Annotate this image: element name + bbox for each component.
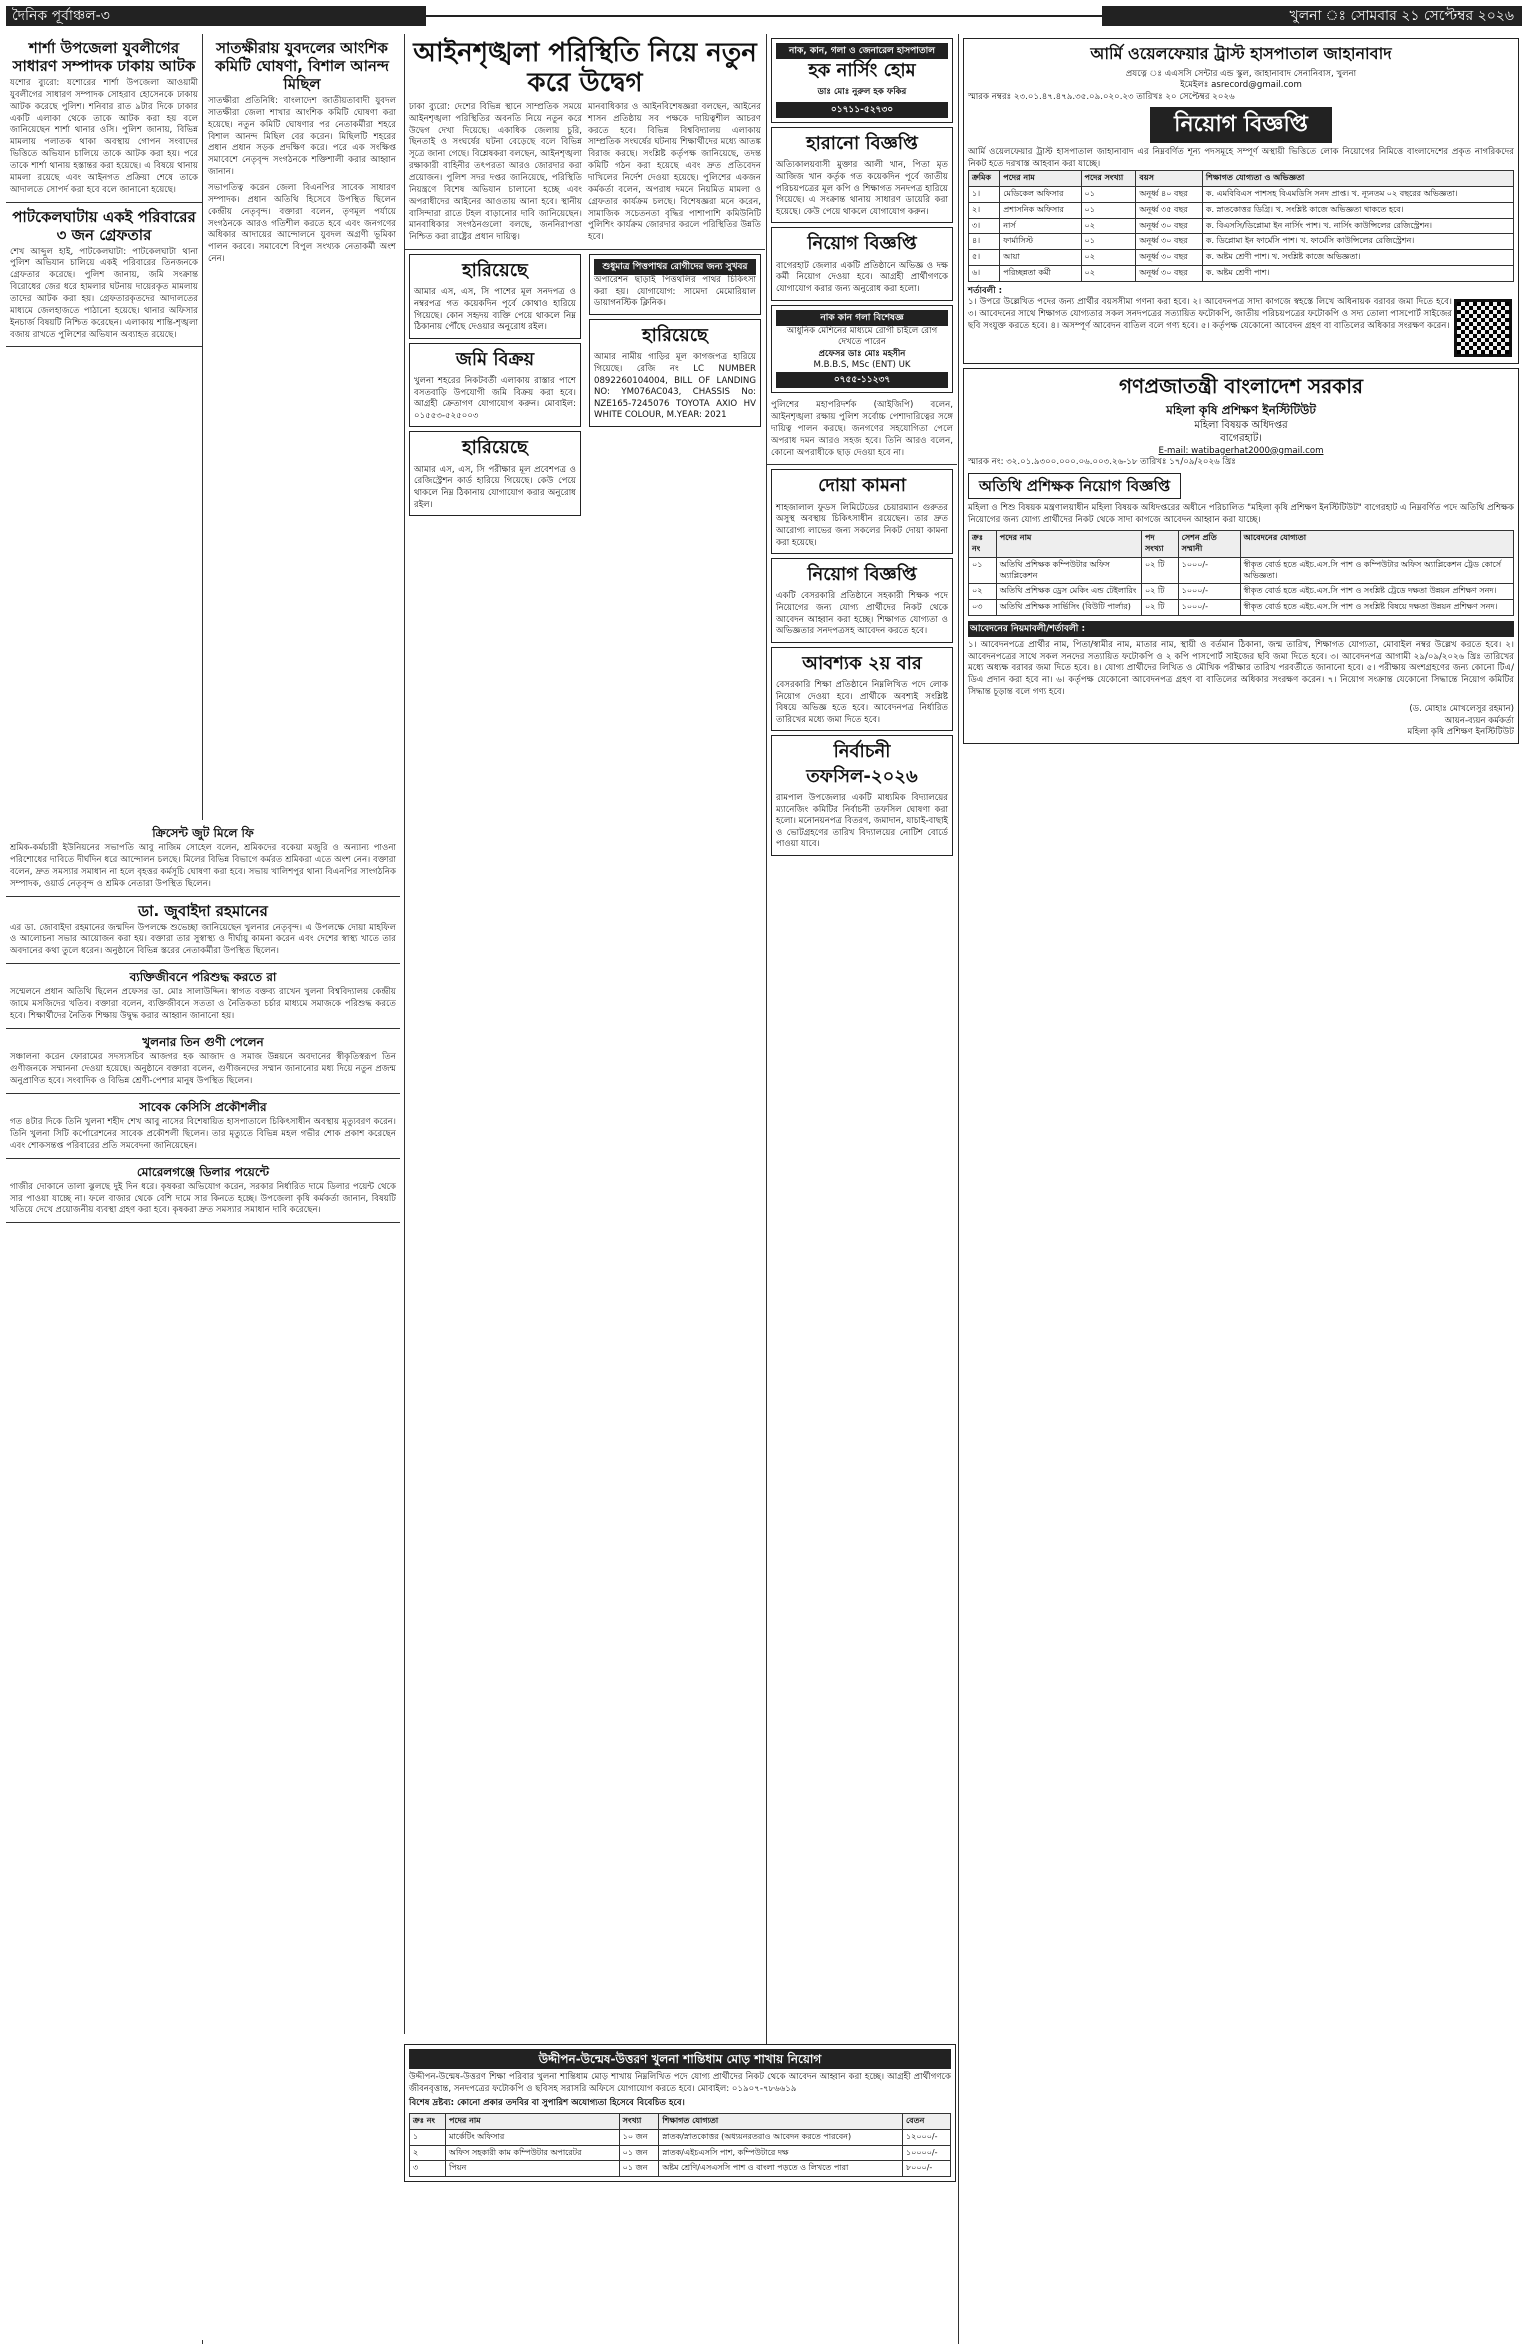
article-zubaida [6,897,400,965]
cell: ০৩ [969,600,997,616]
table-row [969,557,1514,584]
cell: ১০০০/- [1178,557,1240,584]
cell: অনূর্ধ্ব ৩০ বছর [1136,266,1202,282]
cell: স্নাতক/স্নাতকোত্তর (অধ্যয়নরতরাও আবেদন করতে পারবেন) [659,2129,903,2145]
notice-subtitle: প্রযত্নে ঃ এএসসি সেন্টার এন্ড স্কুল, জাহানাবাদ সেনানিবাস, খুলনা [1125,68,1357,79]
ad-body: আমার এস, এস, সি পাশের মূল সনদপত্র ও নম্বরপত্র গত কয়েকদিন পূর্বে কোথাও হারিয়ে গিয়েছে। কোন সহৃদয় ব্যক্তি পেয়ে থাকলে নিম্ন ঠিকানায় পৌঁছে দেওয়ার অনুরোধ রইল। [414,287,576,333]
ad-harano [771,127,953,223]
table-header: ক্রঃ নং [969,531,997,558]
signature-block [968,704,1514,739]
cell: ০২ [1081,218,1136,234]
cell: ফার্মাসিস্ট [1000,234,1081,250]
article-body: পুলিশের মহাপরিদর্শক (আইজিপি) বলেন, আইনশৃঙ্খলা রক্ষায় পুলিশ সর্বোচ্চ পেশাদারিত্বের সঙ্গে দায়িত্ব পালন করছে। জনগণের সহযোগিতা পেলে অপরাধ দমন আরও সহজ হবে। তিনি আরও বলেন, কোনো অপরাধীকে ছাড় দেওয়া হবে না। [771,400,953,458]
ad-title: হারিয়েছে [462,260,528,282]
ad-body: আমার এস, এস, সি পরীক্ষার মূল প্রবেশপত্র ও রেজিস্ট্রেশন কার্ড হারিয়ে গিয়েছে। কেউ পেয়ে থাকলে নিম্ন ঠিকানায় যোগাযোগ করার অনুরোধ রইল। [414,464,576,510]
vacancy-table [968,170,1514,282]
article-body: গত ৪টার দিকে তিনি খুলনা শহীদ শেখ আবু নাসের বিশেষায়িত হাসপাতালে চিকিৎসাধীন অবস্থায় মৃত্যুবরণ করেন। তিনি খুলনা সিটি কর্পোরেশনের সাবেক প্রকৌশলী ছিলেন। তার মৃত্যুতে বিভিন্ন মহল গভীর শোক প্রকাশ করেছেন এবং শোকসন্তপ্ত পরিবারের প্রতি সমবেদনা জানিয়েছেন। [10,1116,396,1151]
article-body-continued: সভাপতিত্ব করেন জেলা বিএনপির সাবেক সাধারণ সম্পাদক। প্রধান অতিথি হিসেবে উপস্থিত ছিলেন কেন্দ্রীয় নেতৃবৃন্দ। বক্তারা বলেন, তৃণমূল পর্যায়ে সংগঠনকে আরও গতিশীল করতে হবে এবং জনগণের অধিকার আদায়ের আন্দোলনে যুবদল অগ্রণী ভূমিকা পালন করবে। সমাবেশে বিপুল সংখ্যক নেতাকর্মী অংশ নেন। [208,183,396,265]
table-row [969,218,1514,234]
notice-intro: আর্মি ওয়েলফেয়ার ট্রাস্ট হাসপাতাল জাহানাবাদ এর নিম্নবর্ণিত শূন্য পদসমূহে সম্পূর্ণ অস্থায়ী ভিত্তিতে লোক নিয়োগের নিমিত্তে বাংলাদেশের প্রকৃত নাগরিকদের নিকট হতে দরখাস্ত আহবান করা যাচ্ছে। [968,147,1514,169]
column-3 [404,34,765,2034]
table-header: পদের নাম [446,2113,620,2129]
ad-title: হারিয়েছে [462,437,528,459]
cell: ৪। [969,234,1000,250]
cell: মার্কেটিং অফিসার [446,2129,620,2145]
cell: নার্স [1000,218,1081,234]
qr-code-icon [1454,299,1512,357]
cell: মেডিকেল অফিসার [1000,187,1081,203]
cell: স্বীকৃত বোর্ড হতে এইচ.এস.সি পাশ ও কম্পিউটার অফিস অ্যাপ্লিকেশন ট্রেড কোর্সে অভিজ্ঞতা। [1240,557,1513,584]
cell: ক. স্নাতকোত্তর ডিগ্রি। খ. সংশ্লিষ্ট কাজে অভিজ্ঞতা থাকতে হবে। [1202,202,1513,218]
table-header: শিক্ষাগত যোগ্যতা ও অভিজ্ঞতা [1202,171,1513,187]
ad-title: নিয়োগ বিজ্ঞপ্তি [807,233,917,255]
cell: ০১ জন [619,2161,659,2177]
ad-hariyeche-3 [589,319,761,427]
ad-title: আবশ্যক ২য় বার [802,652,922,674]
article-title: সাতক্ষীরায় যুবদলের আংশিক কমিটি ঘোষণা, বিশাল আনন্দ মিছিল [215,39,389,93]
cell: ০১ [969,557,997,584]
cell: ১০০০০/- [902,2145,950,2161]
ad-name: হক নার্সিং হোম [808,60,916,82]
article-patkelghata [6,203,202,348]
cell: ক. বিএসসি/ডিপ্লোমা ইন নার্সিং পাশ। খ. নার্সিং কাউন্সিলের রেজিস্ট্রেশন। [1202,218,1513,234]
cell: ক. অষ্টম শ্রেণী পাশ। খ. সংশ্লিষ্ট কাজে অভিজ্ঞতা। [1202,250,1513,266]
cell: ০১ [1081,187,1136,203]
cell: ০২ [1081,266,1136,282]
ad-title: নাক কান গলা বিশেষজ্ঞ [776,310,948,326]
ad-title: নির্বাচনী তফসিল-২০২৬ [806,741,918,787]
article-body: সাতক্ষীরা প্রতিনিধি: বাংলাদেশ জাতীয়তাবাদী যুবদল সাতক্ষীরা জেলা শাখার আংশিক কমিটি ঘোষণা করা হয়েছে। নতুন কমিটি ঘোষণার পর নেতাকর্মীরা শহরে বিশাল আনন্দ মিছিল বের করেন। মিছিলটি শহরের প্রধান প্রধান সড়ক প্রদক্ষিণ করে। পরে এক সংক্ষিপ্ত সমাবেশে নেতৃবৃন্দ সংগঠনকে শক্তিশালী করার আহ্বান জানান। [208,96,396,178]
cell: অনূর্ধ্ব ৩০ বছর [1136,218,1202,234]
table-row [969,187,1514,203]
ad-intro: উদ্দীপন-উন্মেষ-উত্তরণ শিক্ষা পরিবার খুলনা শান্তিধাম মোড় শাখায় নিম্নলিখিত পদে যোগ্য প্রার্থীদের নিকট থেকে আবেদন আহ্বান করা হচ্ছে। আগ্রহী প্রার্থীগণকে জীবনবৃত্তান্ত, সনদপত্রের ফটোকপি ও ছবিসহ সরাসরি অফিসে যোগাযোগ করতে হবে। মোবাইল: ০১৯০৭-৭৮৬৬১৯ [409,2072,951,2094]
cell: অতিথি প্রশিক্ষক সার্ভিসিং (বিউটি পার্লার) [996,600,1141,616]
article-kcc-engineer [6,1094,400,1159]
table-header: সেশন প্রতি সম্মানী [1178,531,1240,558]
signature-role: আয়ন-ব্যয়ন কর্মকর্তা [1444,715,1514,726]
cell: স্বীকৃত বোর্ড হতে এইচ.এস.সি পাশ ও সংশ্লিষ্ট বিষয়ে দক্ষতা উন্নয়ন প্রশিক্ষণ সনদ। [1240,600,1513,616]
ad-nak-kan-gola [771,305,953,394]
lead-article [405,34,765,250]
table-row [969,234,1514,250]
column-5 [958,34,1523,2344]
cell: ১২০০০/- [902,2129,950,2145]
cell: ০১ [1081,234,1136,250]
cell: ৫। [969,250,1000,266]
notice-mohila-krishi [963,368,1519,743]
article-body: যশোর ব্যুরো: যশোরের শার্শা উপজেলা আওয়ামী যুবলীগের সাধারণ সম্পাদক সোহরাব হোসেনকে ঢাকায় আটক করেছে পুলিশ। শনিবার রাত ৯টার দিকে ঢাকার একটি এলাকা থেকে তাকে আটক করা হয় বলে জানিয়েছেন শার্শা থানার ওসি। পুলিশ জানায়, বিভিন্ন মামলায় পলাতক থাকা অবস্থায় গোপন সংবাদের ভিত্তিতে অভিযান চালিয়ে তাকে আটক করা হয়। পরে তাকে শার্শা থানায় হস্তান্তর করা হয়েছে। এ বিষয়ে থানায় মামলা রয়েছে এবং আইনগত প্রক্রিয়া শেষে তাকে আদালতে সোপর্দ করা হবে বলে জানানো হয়েছে। [10,78,198,195]
ad-title: দোয়া কামনা [818,475,906,497]
table-header: পদ সংখ্যা [1141,531,1178,558]
article-body: সম্মেলনে প্রধান অতিথি ছিলেন প্রফেসর ডা. মোঃ সালাউদ্দিন। স্বাগত বক্তব্য রাখেন খুলনা বিশ্ববিদ্যালয় কেন্দ্রীয় জামে মসজিদের খতিব। বক্তারা বলেন, ব্যক্তিজীবনে সততা ও নৈতিকতা চর্চার মাধ্যমে সমাজকে পরিশুদ্ধ করতে হবে। শিক্ষার্থীদের নৈতিক শিক্ষায় উদ্বুদ্ধ করার আহ্বান জানানো হয়। [10,987,396,1022]
cell: ১০০০/- [1178,584,1240,600]
cell: ১০ জন [619,2129,659,2145]
cell: ০১ [1081,202,1136,218]
notice-ref: স্মারক নং: ৩২.০১.৯৩০০.০০০.০৬.০০৩.২৬-১৮ তারিখঃ ১৭/০৯/২০২৬ খ্রিঃ [968,457,1236,468]
article-title: পাটকেলঘাটায় একই পরিবারের ৩ জন গ্রেফতার [12,207,196,244]
ad-niyog-2 [771,558,953,643]
ad-body: আমার নামীয় গাড়ির মূল কাগজপত্র হারিয়ে গিয়েছে। রেজি নং LC NUMBER 0892260104004, BILL OF LANDING NO: YM076AC043, CHASSIS No: NZE165-7245076 TOYOTA AXIO HV WHITE COLOUR, M.YEAR: 2021 [594,352,756,421]
terms-title: আবেদনের নিয়মাবলী/শর্তাবলী : [968,621,1514,637]
lead-title: আইনশৃঙ্খলা পরিস্থিতি নিয়ে নতুন করে উদ্বেগ [413,38,757,98]
cell: ১ [410,2129,446,2145]
cell: ০১ জন [619,2145,659,2161]
column-4 [766,34,957,2044]
ad-body: বেসরকারি শিক্ষা প্রতিষ্ঠানে নিম্নলিখিত পদে লোক নিয়োগ দেওয়া হবে। প্রার্থীকে অবশ্যই সংশ্লিষ্ট বিষয়ে অভিজ্ঞ হতে হবে। আবেদনপত্র নির্ধারিত তারিখের মধ্যে জমা দিতে হবে। [776,680,948,725]
table-header: ক্রমিক [969,171,1000,187]
lead-body-left: ঢাকা ব্যুরো: দেশের বিভিন্ন স্থানে সাম্প্রতিক সময়ে আইনশৃঙ্খলা পরিস্থিতির অবনতি নিয়ে নতুন করে উদ্বেগ দেখা দিয়েছে। একাধিক জেলায় চুরি, ছিনতাই ও সংঘর্ষের ঘটনা বেড়েছে বলে বিভিন্ন সূত্রে জানা গেছে। বিশ্লেষকরা বলছেন, আইনশৃঙ্খলা রক্ষাকারী বাহিনীর তৎপরতা আরও জোরদার করা প্রয়োজন। পুলিশ সদর দপ্তর জানিয়েছে, পরিস্থিতি নিয়ন্ত্রণে বিশেষ অভিযান চালানো হচ্ছে এবং অপরাধীদের আইনের আওতায় আনা হবে। স্থানীয় বাসিন্দারা রাতে টহল বাড়ানোর দাবি জানিয়েছেন। মানবাধিকার সংগঠনগুলো বলছে, জননিরাপত্তা নিশ্চিত করা রাষ্ট্রের প্রধান দায়িত্ব। [409,101,582,243]
ad-title: হারানো বিজ্ঞপ্তি [806,133,918,155]
article-body: এর ডা. জোবাইদা রহমানের জন্মদিন উপলক্ষে শুভেচ্ছা জানিয়েছেন খুলনার নেতৃবৃন্দ। এ উপলক্ষে দোয়া মাহফিল ও আলোচনা সভার আয়োজন করা হয়। বক্তারা তার সুস্বাস্থ্য ও দীর্ঘায়ু কামনা করেন এবং দেশের স্বাস্থ্য খাতে তার অবদানের কথা তুলে ধরেন। অনুষ্ঠানে বিভিন্ন স্তরের নেতাকর্মীরা উপস্থিত ছিলেন। [10,922,396,957]
ad-title: উদ্দীপন-উন্মেষ-উত্তরণ খুলনা শান্তিধাম মোড় শাখায় নিয়োগ [409,2049,951,2069]
notice-heading: অতিথি প্রশিক্ষক নিয়োগ বিজ্ঞপ্তি [968,473,1181,499]
newspaper-date-label: খুলনা ঃ সোমবার ২১ সেপ্টেম্বর ২০২৬ [1102,6,1522,26]
article-title: শার্শা উপজেলা যুবলীগের সাধারণ সম্পাদক ঢাকায় আটক [12,39,196,75]
page-header [6,6,1522,28]
ad-tofsil [771,735,953,856]
table-header: আবেদনের যোগ্যতা [1240,531,1513,558]
ad-body: বাগেরহাট জেলার একটি প্রতিষ্ঠানে অভিজ্ঞ ও দক্ষ কর্মী নিয়োগ দেওয়া হবে। আগ্রহী প্রার্থীগণকে যোগাযোগ করার জন্য অনুরোধ করা হলো। [776,260,948,294]
article-body: শেখ আব্দুল হাই, পাটকেলঘাটা: পাটকেলঘাটা থানা পুলিশ অভিযান চালিয়ে একই পরিবারের তিনজনকে গ্রেফতার করেছে। পুলিশ জানায়, জমি সংক্রান্ত বিরোধের জের ধরে হামলার ঘটনায় দায়েরকৃত মামলায় তাদের আটক করা হয়। গ্রেফতারকৃতদের আদালতের মাধ্যমে জেলহাজতে পাঠানো হয়েছে। থানার অফিসার ইনচার্জ বিষয়টি নিশ্চিত করেছেন। এলাকায় শান্তি-শৃঙ্খলা বজায় রাখতে পুলিশের অভিযান অব্যাহত রয়েছে। [10,246,198,340]
ad-dua [771,469,953,554]
notice-email: E-mail: watibagerhat2000@gmail.com [1158,445,1324,456]
cell: ২ [410,2145,446,2161]
article-body: গাজীর দোকানে তালা ঝুলছে দুই দিন ধরে। কৃষকরা অভিযোগ করেন, সরকার নির্ধারিত দামে ডিলার পয়েন্ট থেকে সার পাওয়া যাচ্ছে না। ফলে বাজার থেকে বেশি দামে সার কিনতে হচ্ছে। উপজেলা কৃষি কর্মকর্তা জানান, বিষয়টি খতিয়ে দেখে প্রয়োজনীয় ব্যবস্থা গ্রহণ করা হবে। কৃষকরা দ্রুত সমস্যার সমাধান দাবি করেছেন। [10,1181,396,1216]
article-title: ব্যক্তিজীবনে পরিশুদ্ধ করতে রা [129,970,277,985]
table-row [969,584,1514,600]
ad-notice: বিশেষ দ্রষ্টব্য: কোনো প্রকার তদবির বা সুপারিশ অযোগ্যতা হিসেবে বিবেচিত হবে। [409,2098,685,2109]
ad-hok-nursing [771,38,953,123]
table-row [410,2145,951,2161]
ad-body: রামপাল উপজেলার একটি মাধ্যমিক বিদ্যালয়ের ম্যানেজিং কমিটির নির্বাচনী তফসিল ঘোষণা করা হলো। মনোনয়নপত্র বিতরণ, জমাদান, যাচাই-বাছাই ও ভোটগ্রহণের তারিখ বিদ্যালয়ের নোটিশ বোর্ডে পাওয়া যাবে। [776,793,948,850]
ad-hariyeche-1 [409,254,581,339]
notice-sub2: মহিলা বিষয়ক অধিদপ্তর [1194,419,1288,431]
notice-heading: নিয়োগ বিজ্ঞপ্তি [1150,107,1332,143]
cell: ক. ডিপ্লোমা ইন ফার্মেসি পাশ। খ. ফার্মেসি কাউন্সিলের রেজিস্ট্রেশন। [1202,234,1513,250]
trainer-table [968,530,1514,616]
article-tin-guni [6,1029,400,1094]
ad-pitto-pathor [589,254,761,315]
cell: অফিস সহকারী কাম কম্পিউটার অপারেটর [446,2145,620,2161]
cell: ৩ [410,2161,446,2177]
table-header: পদের নাম [1000,171,1081,187]
cell: ৩। [969,218,1000,234]
article-jubodal [204,34,400,271]
article-sharsha [6,34,202,203]
ad-title: নাক, কান, গলা ও জেনারেল হাসপাতাল [776,43,948,59]
table-header: বেতন [902,2113,950,2129]
notice-place: বাগেরহাট। [1220,433,1262,445]
cell: ২। [969,202,1000,218]
table-header: ক্রঃ নং [410,2113,446,2129]
cell: ক. অষ্টম শ্রেণী পাশ। [1202,266,1513,282]
cell: ১০০০/- [1178,600,1240,616]
terms-body: ১। উপরে উল্লেখিত পদের জন্য প্রার্থীর বয়সসীমা গণনা করা হবে। ২। আবেদনপত্র সাদা কাগজে স্বহস্তে লিখে অধিনায়ক বরাবর জমা দিতে হবে। ৩। আবেদনের সাথে শিক্ষাগত যোগ্যতার সকল সনদপত্রের সত্যায়িত ফটোকপি, জাতীয় পরিচয়পত্রের ফটোকপি ও সদ্য তোলা পাসপোর্ট সাইজের ছবি সংযুক্ত করতে হবে। ৪। অসম্পূর্ণ আবেদন বাতিল বলে গণ্য হবে। ৫। কর্তৃপক্ষ যেকোনো আবেদন গ্রহণ বা বাতিলের অধিকার সংরক্ষণ করেন। [968,297,1452,331]
article-title: খুলনার তিন গুণী পেলেন [142,1034,264,1049]
notice-title: আর্মি ওয়েলফেয়ার ট্রাস্ট হাসপাতাল জাহানাবাদ [1090,44,1392,63]
header-rule [426,15,1102,17]
ad-phone: ০১৭১১-৫২৭৩০ [776,102,948,118]
ad-title: নিয়োগ বিজ্ঞপ্তি [807,564,917,586]
table-row [410,2129,951,2145]
cell: অনূর্ধ্ব ৩০ বছর [1136,234,1202,250]
article-crescent-jute [6,820,400,897]
table-row [410,2161,951,2177]
cell: স্নাতক/এইচএসসি পাশ, কম্পিউটারে দক্ষ [659,2145,903,2161]
notice-email: ইমেইলঃ asrecord@gmail.com [1180,80,1302,91]
table-header: পদের সংখ্যা [1081,171,1136,187]
cell: ০২ টি [1141,600,1178,616]
table-row [969,202,1514,218]
cell: ৮০০০/- [902,2161,950,2177]
bottom-recruitment-ad [404,2044,956,2340]
cell: পিয়ন [446,2161,620,2177]
ad-title: হারিয়েছে [642,325,708,347]
article-body: সঞ্চালনা করেন ফোরামের সদস্যসচিব আজগর হক আজাদ ও সমাজ উন্নয়নে অবদানের স্বীকৃতিস্বরূপ তিন গুণীজনকে সম্মাননা দেওয়া হয়েছে। অনুষ্ঠানে বক্তারা বলেন, গুণীজনদের সম্মান জানানোর মধ্য দিয়ে নতুন প্রজন্ম অনুপ্রাণিত হবে। সংবাদিক ও বিভিন্ন শ্রেণী-পেশার মানুষ উপস্থিত ছিলেন। [10,1052,396,1086]
ad-jomi-bikroy [409,343,581,428]
notice-sub1: মহিলা কৃষি প্রশিক্ষণ ইনস্টিটিউট [1166,403,1316,418]
notice-army-welfare [963,38,1519,364]
cell: ০২ [1081,250,1136,266]
table-row [969,600,1514,616]
ad-doctor: ডাঃ মোঃ নুরুল হক ফকির [817,87,907,98]
table-header: পদের নাম [996,531,1141,558]
ad-hariyeche-2 [409,431,581,516]
cell: ০২ [969,584,997,600]
table-header: বয়স [1136,171,1202,187]
signature-org: মহিলা কৃষি প্রশিক্ষণ ইনস্টিটিউট [1407,727,1514,738]
newspaper-page-label: দৈনিক পূর্বাঞ্চল-৩ [6,6,426,26]
cell: অনূর্ধ্ব ৪০ বছর [1136,187,1202,203]
table-row [969,250,1514,266]
cell: পরিচ্ছন্নতা কর্মী [1000,266,1081,282]
bottom-table [409,2113,951,2177]
terms-body: ১। আবেদনপত্রে প্রার্থীর নাম, পিতা/স্বামীর নাম, মাতার নাম, স্থায়ী ও বর্তমান ঠিকানা, জন্ম তারিখ, শিক্ষাগত যোগ্যতা, মোবাইল নম্বর উল্লেখ করতে হবে। ২। আবেদনপত্রের সাথে সকল সনদের সত্যায়িত ফটোকপি ও ২ কপি পাসপোর্ট সাইজের ছবি জমা দিতে হবে। ৩। আবেদনপত্র আগামী ২৯/০৯/২০২৬ খ্রিঃ তারিখের মধ্যে অধ্যক্ষ বরাবর জমা দিতে হবে। ৪। যোগ্য প্রার্থীদের লিখিত ও মৌখিক পরীক্ষার তারিখ পরবর্তীতে জানানো হবে। ৫। পরীক্ষায় অংশগ্রহণের জন্য কোনো টিএ/ডিএ প্রদান করা হবে না। ৬। কর্তৃপক্ষ যেকোনো আবেদনপত্র গ্রহণ বা বাতিলের অধিকার সংরক্ষণ করেন। ৭। নিয়োগ সংক্রান্ত যেকোনো সিদ্ধান্তে নিয়োগ কমিটির সিদ্ধান্ত চূড়ান্ত বলে গণ্য হবে। [968,640,1514,697]
ad-doctor: প্রফেসর ডাঃ মোঃ মহসীন [818,348,906,359]
cell: ১। [969,187,1000,203]
notice-ref: স্মারক নম্বরঃ ২৩.০১.৪৭.৪৭৯.৩৫.০৯.০২০.২৩ তারিখঃ ২০ সেপ্টেম্বর ২০২৬ [968,91,1235,102]
cell: ৬। [969,266,1000,282]
ad-phone: ০৭৫৫-১১২৩৭ [776,372,948,388]
cell: ০২ টি [1141,584,1178,600]
article-title: সাবেক কেসিসি প্রকৌশলীর [139,1099,267,1114]
cell: প্রশাসনিক অফিসার [1000,202,1081,218]
ad-body: একটি বেসরকারি প্রতিষ্ঠানে সহকারী শিক্ষক পদে নিয়োগের জন্য যোগ্য প্রার্থীদের নিকট থেকে আবেদন আহ্বান করা হচ্ছে। শিক্ষাগত যোগ্যতা ও অভিজ্ঞতার সনদপত্রসহ আবেদন করতে হবে। [776,591,948,637]
table-header: শিক্ষাগত যোগ্যতা [659,2113,903,2129]
lead-body-right: মানবাধিকার ও আইনবিশেষজ্ঞরা বলছেন, আইনের শাসন প্রতিষ্ঠায় সব পক্ষকে দায়িত্বশীল আচরণ করতে হবে। বিভিন্ন বিশ্ববিদ্যালয় এলাকায় সাম্প্রতিক সংঘর্ষের ঘটনায় শিক্ষার্থীদের মধ্যে আতঙ্ক বিরাজ করছে। সংশ্লিষ্ট কর্তৃপক্ষ জানিয়েছে, তদন্ত কমিটি গঠন করা হয়েছে এবং দ্রুত প্রতিবেদন দাখিলের নির্দেশ দেওয়া হয়েছে। পুলিশের একজন কর্মকর্তা বলেন, অপরাধ দমনে নিয়মিত মামলা ও গ্রেফতার কার্যক্রম চলছে। বিশেষজ্ঞরা মনে করেন, সামাজিক সচেতনতা বৃদ্ধির পাশাপাশি কমিউনিটি পুলিশিং কার্যক্রম জোরদার করলে পরিস্থিতির উন্নতি হবে। [588,101,761,243]
cell: ক. এমবিবিএস পাশসহ বিএমডিসি সনদ প্রাপ্ত। খ. ন্যূনতম ০২ বছরের অভিজ্ঞতা। [1202,187,1513,203]
cell: অতিথি প্রশিক্ষক কম্পিউটার অফিস অ্যাপ্লিকেশন [996,557,1141,584]
ad-body: খুলনা শহরের নিকটবর্তী এলাকায় রাস্তার পাশে বসতবাড়ি উপযোগী জমি বিক্রয় করা হবে। আগ্রহী ক্রেতাগণ যোগাযোগ করুন। মোবাইল: ০১৫৫৩-৫২৫০০৩ [414,376,576,421]
ad-degree: M.B.B.S, MSc (ENT) UK [813,360,911,371]
cell: অষ্টম শ্রেণি/এসএসসি পাশ ও বাংলা পড়তে ও লিখতে পারা [659,2161,903,2177]
article-body: শ্রমিক-কর্মচারী ইউনিয়নের সভাপতি আবু নাজিম সোহেল বলেন, শ্রমিকদের বকেয়া মজুরি ও অন্যান্য পাওনা পরিশোধের দাবিতে দীর্ঘদিন ধরে আন্দোলন চলছে। মিলের বিভিন্ন বিভাগে কর্মরত শ্রমিকরা এতে অংশ নেন। বক্তারা বলেন, দ্রুত সমস্যার সমাধান না হলে বৃহত্তর কর্মসূচি ঘোষণা করা হবে। সভায় খালিশপুর থানা বিএনপির সাংগঠনিক সম্পাদক, ওয়ার্ড নেতৃবৃন্দ ও শ্রমিক নেতারা উপস্থিত ছিলেন। [10,843,396,889]
table-header: সংখ্যা [619,2113,659,2129]
ad-body: শাহজালাল ফুডস লিমিটেডের চেয়ারম্যান গুরুতর অসুস্থ অবস্থায় চিকিৎসাধীন রয়েছেন। তার দ্রুত আরোগ্য লাভের জন্য সকলের নিকট দোয়া কামনা করা হয়েছে। [776,502,948,548]
ad-title: জমি বিক্রয় [455,348,535,370]
article-parishuddho [6,964,400,1029]
cell: ০২ টি [1141,557,1178,584]
article-title: ডা. জুবাইদা রহমানের [138,901,268,920]
ad-body: অপারেশন ছাড়াই পিত্তথলির পাথর চিকিৎসা করা হয়। যোগাযোগ: সামেদা মেমোরিয়াল ডায়াগনস্টিক ক্লিনিক। [594,275,756,309]
notice-title: গণপ্রজাতন্ত্রী বাংলাদেশ সরকার [1119,374,1363,399]
article-morrelganj [6,1159,400,1224]
ad-aboshyok [771,647,953,732]
wide-news-block [6,820,400,2340]
cell: অনূর্ধ্ব ৩০ বছর [1136,250,1202,266]
ad-body: অত্যিকালয়বাসী মুক্তার আলী খান, পিতা মৃত আজিজ খান কর্তৃক গত কয়েকদিন পূর্বে জাতীয় পরিচয়পত্রের মূল কপি ও শিক্ষাগত সনদপত্র হারিয়ে গিয়েছে। এ সংক্রান্ত থানায় সাধারণ ডায়েরি করা হয়েছে। কেউ পেয়ে থাকলে যোগাযোগ করুন। [776,160,948,217]
cell: স্বীকৃত বোর্ড হতে এইচ.এস.সি পাশ ও সংশ্লিষ্ট ট্রেডে দক্ষতা উন্নয়ন প্রশিক্ষণ সনদ। [1240,584,1513,600]
news-continuation [767,397,957,465]
ad-title: শুধুমাত্র পিত্তপাথর রোগীদের জন্য সুখবর [594,259,756,275]
cell: অতিথি প্রশিক্ষক ড্রেস মেকিং এন্ড টেইলারিং [996,584,1141,600]
cell: অনূর্ধ্ব ৩৫ বছর [1136,202,1202,218]
ad-box [404,2044,956,2182]
table-row [969,266,1514,282]
signature-name: (ড. মোহাঃ মোখলেসুর রহমান) [1409,704,1514,715]
cell: আয়া [1000,250,1081,266]
ad-note: আধুনিক মেশিনের মাধ্যমে রোগী চাইলে রোগ দেখতে পারেন [786,325,938,348]
column-2 [204,34,400,504]
terms-title: শর্তাবলী : [968,285,1003,296]
article-title: ক্রিসেন্ট জুট মিলে ফি [152,826,254,840]
notice-intro: মহিলা ও শিশু বিষয়ক মন্ত্রণালয়াধীন মহিলা বিষয়ক অধিদপ্তরের অধীনে পরিচালিত "মহিলা কৃষি প্রশিক্ষণ ইনস্টিটিউট" বাগেরহাট এ নিম্নবর্ণিত পদে অতিথি প্রশিক্ষক নিয়োগের জন্য যোগ্য প্রার্থীদের নিকট থেকে সাদা কাগজে আবেদন আহ্বান করা যাচ্ছে। [968,503,1514,525]
ad-niyog-1 [771,227,953,300]
article-title: মোরেলগঞ্জে ডিলার পয়েন্টে [136,1164,270,1179]
